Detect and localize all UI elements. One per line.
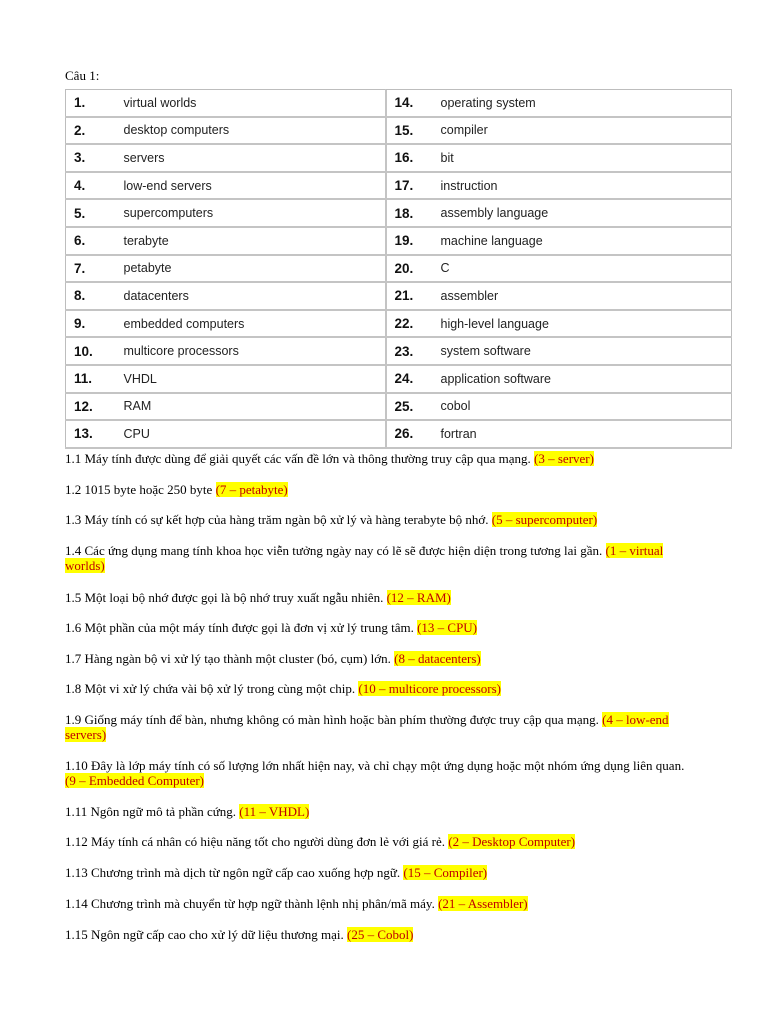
question-text: 1.15 Ngôn ngữ cấp cao cho xử lý dữ liệu thương mại. — [65, 927, 344, 942]
table-row — [66, 227, 732, 255]
term-number-right: 20. — [386, 255, 441, 283]
table-row — [66, 337, 732, 365]
question-item — [65, 543, 695, 573]
term-number-right: 16. — [386, 144, 441, 172]
term-label-left: low-end servers — [124, 172, 386, 200]
table-row — [66, 310, 732, 338]
question-item — [65, 590, 695, 605]
question-text: 1.9 Giống máy tính để bàn, nhưng không có màn hình hoặc bàn phím thường được truy cập qua mạng. — [65, 712, 599, 727]
answer-highlight: (12 – RAM) — [386, 590, 451, 605]
term-number-left: 4. — [66, 172, 124, 200]
question-item — [65, 865, 695, 880]
question-text: 1.2 1015 byte hoặc 250 byte — [65, 482, 213, 497]
term-number-right: 15. — [386, 117, 441, 145]
table-row — [66, 365, 732, 393]
term-label-left: servers — [124, 144, 386, 172]
answer-highlight: (7 – petabyte) — [215, 482, 288, 497]
question-item — [65, 896, 695, 911]
answer-highlight: (5 – supercomputer) — [491, 512, 598, 527]
table-row — [66, 255, 732, 283]
term-number-right: 25. — [386, 393, 441, 421]
question-heading: Câu 1: — [65, 68, 100, 83]
term-number-left: 13. — [66, 420, 124, 448]
question-text: 1.5 Một loại bộ nhớ được gọi là bộ nhớ truy xuất ngẫu nhiên. — [65, 590, 384, 605]
question-item — [65, 620, 695, 635]
term-label-left: embedded computers — [124, 310, 386, 338]
question-text: 1.13 Chương trình mà dịch từ ngôn ngữ cấp cao xuống hợp ngữ. — [65, 865, 401, 880]
answer-highlight: (4 – low-end servers) — [65, 712, 669, 742]
term-number-right: 24. — [386, 365, 441, 393]
table-row — [66, 144, 732, 172]
question-item — [65, 927, 695, 942]
question-item — [65, 451, 695, 466]
term-number-left: 5. — [66, 199, 124, 227]
term-label-right: application software — [441, 365, 732, 393]
question-text: 1.1 Máy tính được dùng để giải quyết các vấn đề lớn và thông thường truy cập qua mạng. — [65, 451, 531, 466]
term-number-left: 10. — [66, 337, 124, 365]
term-label-right: operating system — [441, 90, 732, 117]
answer-highlight: (10 – multicore processors) — [358, 681, 501, 696]
term-number-left: 9. — [66, 310, 124, 338]
question-item — [65, 512, 695, 527]
question-text: 1.8 Một vi xử lý chứa vài bộ xử lý trong cùng một chip. — [65, 681, 356, 696]
question-item — [65, 712, 695, 742]
terms-table — [65, 89, 732, 449]
answer-highlight: (13 – CPU) — [417, 620, 478, 635]
question-item — [65, 804, 695, 819]
term-number-right: 18. — [386, 199, 441, 227]
question-text: 1.4 Các ứng dụng mang tính khoa học viễn tưởng ngày nay có lẽ sẽ được hiện diện trong tương lai gần. — [65, 543, 603, 558]
question-item — [65, 651, 695, 666]
term-number-left: 6. — [66, 227, 124, 255]
term-label-right: cobol — [441, 393, 732, 421]
term-number-right: 14. — [386, 90, 441, 117]
term-label-right: compiler — [441, 117, 732, 145]
term-number-left: 3. — [66, 144, 124, 172]
term-label-right: system software — [441, 337, 732, 365]
term-number-right: 22. — [386, 310, 441, 338]
term-label-right: C — [441, 255, 732, 283]
term-number-left: 2. — [66, 117, 124, 145]
term-number-right: 23. — [386, 337, 441, 365]
answer-highlight: (3 – server) — [534, 451, 594, 466]
term-label-left: terabyte — [124, 227, 386, 255]
table-row — [66, 282, 732, 310]
table-row — [66, 420, 732, 448]
answer-highlight: (21 – Assembler) — [438, 896, 528, 911]
term-number-left: 1. — [66, 90, 124, 117]
term-label-left: petabyte — [124, 255, 386, 283]
term-label-left: virtual worlds — [124, 90, 386, 117]
term-label-left: datacenters — [124, 282, 386, 310]
question-text: 1.11 Ngôn ngữ mô tả phần cứng. — [65, 804, 237, 819]
question-text: 1.10 Đây là lớp máy tính có số lượng lớn nhất hiện nay, và chỉ chạy một ứng dụng hoặc một nhóm ứng dụng liên quan. — [65, 758, 685, 773]
term-label-right: fortran — [441, 420, 732, 448]
answer-highlight: (15 – Compiler) — [403, 865, 488, 880]
term-number-right: 19. — [386, 227, 441, 255]
table-row — [66, 117, 732, 145]
term-label-left: multicore processors — [124, 337, 386, 365]
answer-highlight: (1 – virtual worlds) — [65, 543, 664, 573]
answer-highlight: (9 – Embedded Computer) — [65, 773, 204, 788]
question-text: 1.12 Máy tính cá nhân có hiệu năng tốt cho người dùng đơn lẻ với giá rẻ. — [65, 834, 446, 849]
term-number-left: 12. — [66, 393, 124, 421]
term-label-left: RAM — [124, 393, 386, 421]
term-label-left: desktop computers — [124, 117, 386, 145]
table-row — [66, 90, 732, 117]
term-label-left: CPU — [124, 420, 386, 448]
term-number-left: 7. — [66, 255, 124, 283]
term-number-right: 26. — [386, 420, 441, 448]
term-label-left: VHDL — [124, 365, 386, 393]
table-row — [66, 393, 732, 421]
question-text: 1.6 Một phần của một máy tính được gọi là đơn vị xử lý trung tâm. — [65, 620, 414, 635]
term-label-right: instruction — [441, 172, 732, 200]
answer-highlight: (8 – datacenters) — [394, 651, 481, 666]
term-label-right: bit — [441, 144, 732, 172]
question-text: 1.3 Máy tính có sự kết hợp của hàng trăm ngàn bộ xử lý và hàng terabyte bộ nhớ. — [65, 512, 489, 527]
question-text: 1.14 Chương trình mà chuyển từ hợp ngữ thành lệnh nhị phân/mã máy. — [65, 896, 435, 911]
term-number-left: 11. — [66, 365, 124, 393]
answer-highlight: (2 – Desktop Computer) — [448, 834, 576, 849]
question-item — [65, 758, 695, 788]
question-item — [65, 482, 695, 497]
table-row — [66, 199, 732, 227]
answer-highlight: (11 – VHDL) — [239, 804, 310, 819]
question-item — [65, 681, 695, 696]
answer-highlight: (25 – Cobol) — [347, 927, 414, 942]
term-number-left: 8. — [66, 282, 124, 310]
term-label-right: assembler — [441, 282, 732, 310]
term-label-right: machine language — [441, 227, 732, 255]
term-number-right: 17. — [386, 172, 441, 200]
question-text: 1.7 Hàng ngàn bộ vi xử lý tạo thành một cluster (bó, cụm) lớn. — [65, 651, 391, 666]
question-item — [65, 834, 695, 849]
term-label-left: supercomputers — [124, 199, 386, 227]
table-row — [66, 172, 732, 200]
term-number-right: 21. — [386, 282, 441, 310]
term-label-right: high-level language — [441, 310, 732, 338]
term-label-right: assembly language — [441, 199, 732, 227]
